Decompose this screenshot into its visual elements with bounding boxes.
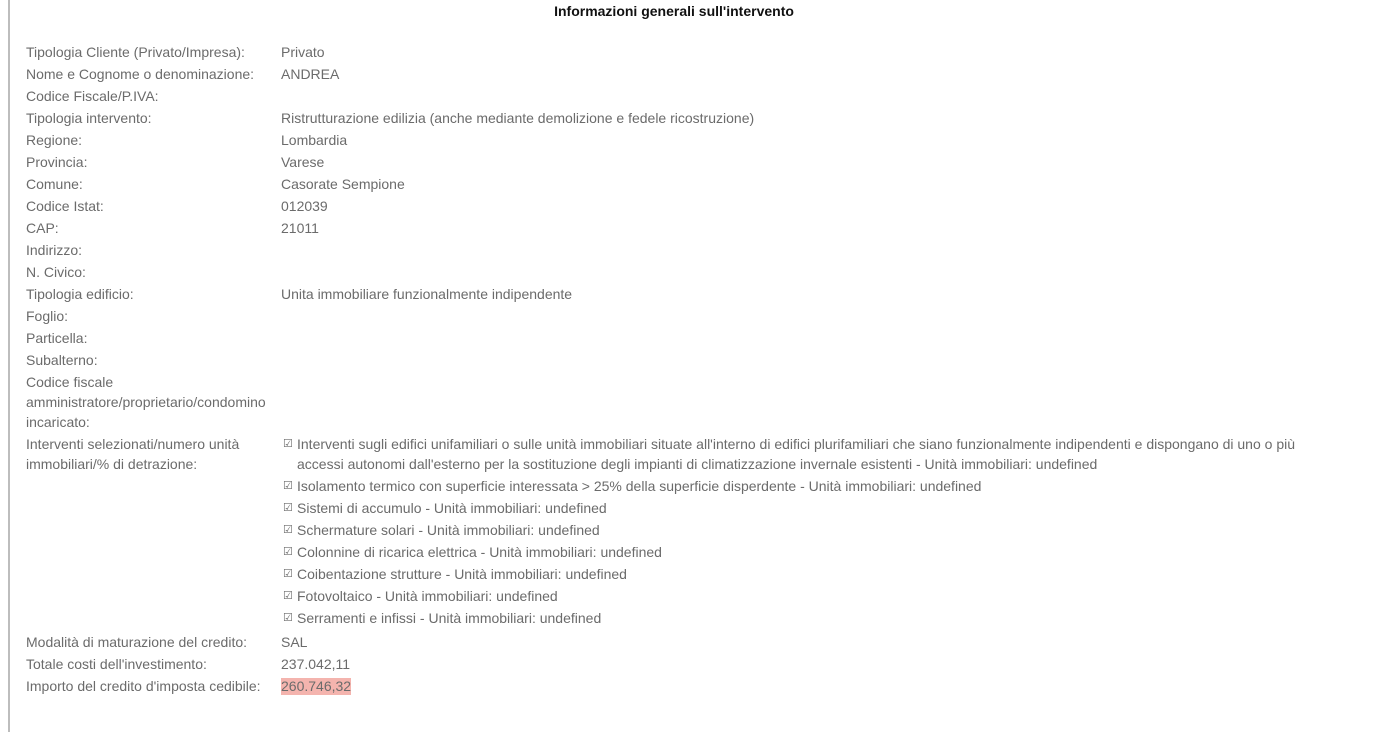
checkbox-checked-icon: ☑: [283, 546, 293, 558]
page-title: Informazioni generali sull'intervento: [554, 3, 794, 19]
footer-field-value: 237.042,11: [281, 656, 351, 672]
field-value: 012039: [281, 198, 328, 214]
credito-value: 260.746,32: [281, 678, 352, 694]
field-row: [26, 218, 1331, 240]
footer-field-value: SAL: [281, 634, 308, 650]
field-row: [26, 328, 1331, 350]
field-value: [281, 240, 1331, 262]
field-label: CAP:: [26, 220, 59, 236]
field-row: [26, 130, 1331, 152]
intervento-text: Interventi sugli edifici unifamiliari o sulle unità immobiliari situate all'interno di edifici plurifamiliari che siano funzionalmente indipendenti e dispongano di uno o più accessi autonomi dall'esterno per la sostituzione degli impianti di climatizzazione invernale esistenti - Unità immobiliari: undefined: [297, 436, 1296, 472]
field-row: [26, 152, 1331, 174]
field-row: [26, 174, 1331, 196]
fields-body: [26, 42, 1331, 434]
field-row: [26, 350, 1331, 372]
field-value: Lombardia: [281, 132, 348, 148]
field-value: Casorate Sempione: [281, 176, 405, 192]
footer-field-row: [26, 632, 1331, 654]
document-frame: [8, 0, 1383, 732]
intervento-text: Fotovoltaico - Unità immobiliari: undefined: [297, 588, 558, 604]
field-value: Ristrutturazione edilizia (anche mediante demolizione e fedele ricostruzione): [281, 110, 755, 126]
intervento-text: Serramenti e infissi - Unità immobiliari: undefined: [297, 610, 602, 626]
intervento-text: Colonnine di ricarica elettrica - Unità immobiliari: undefined: [297, 544, 662, 560]
footer-field-row: [26, 654, 1331, 676]
field-row: [26, 306, 1331, 328]
intervento-text: Coibentazione strutture - Unità immobiliari: undefined: [297, 566, 627, 582]
field-value: [281, 306, 1331, 328]
field-label: Comune:: [26, 176, 83, 192]
intervento-item: [281, 586, 1331, 606]
field-row: [26, 86, 1331, 108]
field-label: Provincia:: [26, 154, 88, 170]
intervento-text: Sistemi di accumulo - Unità immobiliari: undefined: [297, 500, 607, 516]
field-row: [26, 196, 1331, 218]
checkbox-checked-icon: ☑: [283, 438, 293, 450]
credito-value-cell: [281, 676, 1331, 698]
footer-field-label: Modalità di maturazione del credito:: [26, 634, 248, 650]
field-label: N. Civico:: [26, 264, 86, 280]
intervento-text: Schermature solari - Unità immobiliari: undefined: [297, 522, 600, 538]
field-label: Foglio:: [26, 308, 69, 324]
field-label: Subalterno:: [26, 352, 98, 368]
field-row: [26, 240, 1331, 262]
field-label: Indirizzo:: [26, 242, 83, 258]
footer-field-label: Totale costi dell'investimento:: [26, 656, 207, 672]
intervento-item: [281, 520, 1331, 540]
field-value: [281, 372, 1331, 434]
interventi-row: [26, 434, 1331, 632]
field-value: [281, 328, 1331, 350]
field-value: [281, 86, 1331, 108]
field-row: [26, 108, 1331, 130]
interventi-list: [281, 434, 1331, 628]
field-row: [26, 372, 1331, 434]
interventi-body: [26, 434, 1331, 632]
intervento-item: [281, 564, 1331, 584]
field-label: Nome e Cognome o denominazione:: [26, 66, 255, 82]
field-label: Regione:: [26, 132, 83, 148]
field-value: [281, 262, 1331, 284]
field-label: Tipologia Cliente (Privato/Impresa):: [26, 44, 245, 60]
credito-label: Importo del credito d'imposta cedibile:: [26, 678, 261, 694]
checkbox-checked-icon: ☑: [283, 612, 293, 624]
field-row: [26, 42, 1331, 64]
field-value: ANDREA: [281, 66, 340, 82]
intervento-item: [281, 434, 1331, 474]
field-label: Codice fiscale amministratore/proprietario/condomino incaricato:: [26, 374, 266, 430]
checkbox-checked-icon: ☑: [283, 568, 293, 580]
interventi-list-cell: [281, 434, 1331, 632]
field-row: [26, 64, 1331, 86]
intervento-item: [281, 476, 1331, 496]
field-value: Privato: [281, 44, 325, 60]
footer-body: [26, 632, 1331, 676]
intervento-item: [281, 542, 1331, 562]
field-row: [26, 262, 1331, 284]
field-label: Codice Istat:: [26, 198, 104, 214]
info-table: [26, 42, 1331, 698]
checkbox-checked-icon: ☑: [283, 502, 293, 514]
credito-row: [26, 676, 1331, 698]
checkbox-checked-icon: ☑: [283, 524, 293, 536]
intervento-item: [281, 498, 1331, 518]
credito-body: [26, 676, 1331, 698]
field-row: [26, 284, 1331, 306]
intervento-item: [281, 608, 1331, 628]
checkbox-checked-icon: ☑: [283, 480, 293, 492]
field-label: Particella:: [26, 330, 88, 346]
checkbox-checked-icon: ☑: [283, 590, 293, 602]
intervento-text: Isolamento termico con superficie interessata > 25% della superficie disperdente - Unità immobiliari: undefined: [297, 478, 982, 494]
field-value: [281, 350, 1331, 372]
field-label: Tipologia intervento:: [26, 110, 152, 126]
field-value: Varese: [281, 154, 325, 170]
field-value: Unita immobiliare funzionalmente indipendente: [281, 286, 573, 302]
field-label: Tipologia edificio:: [26, 286, 134, 302]
interventi-label: Interventi selezionati/numero unità immobiliari/% di detrazione:: [26, 436, 240, 472]
field-label: Codice Fiscale/P.IVA:: [26, 88, 159, 104]
field-value: 21011: [281, 220, 319, 236]
